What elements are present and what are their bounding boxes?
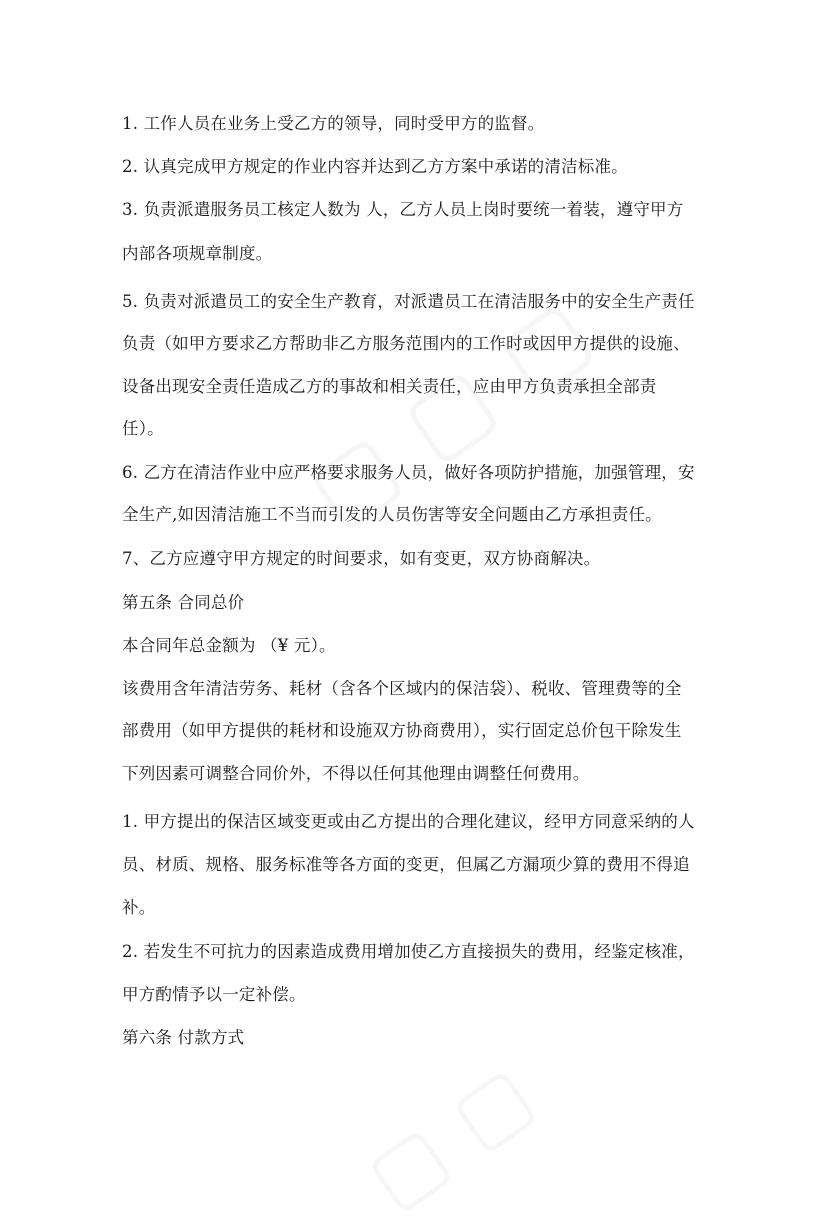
paragraph-line: 补。 bbox=[122, 898, 156, 917]
paragraph-line: 该费用含年清洁劳务、耗材（含各个区域内的保洁袋）、税收、管理费等的全 bbox=[122, 679, 682, 698]
paragraph-line: 5. 负责对派遣员工的安全生产教育，对派遣员工在清洁服务中的安全生产责任 bbox=[122, 292, 695, 311]
section-heading: 第五条 合同总价 bbox=[122, 593, 245, 612]
paragraph-line: 6. 乙方在清洁作业中应严格要求服务人员，做好各项防护措施，加强管理，安 bbox=[122, 463, 695, 482]
paragraph-line: 内部各项规章制度。 bbox=[122, 244, 273, 263]
paragraph-line: 下列因素可调整合同价外，不得以任何其他理由调整任何费用。 bbox=[122, 764, 590, 783]
section-heading: 第六条 付款方式 bbox=[122, 1028, 245, 1047]
paragraph-line: 全生产,如因清洁施工不当而引发的人员伤害等安全问题由乙方承担责任。 bbox=[122, 505, 662, 524]
watermark bbox=[350, 1047, 550, 1226]
paragraph-line: 1. 甲方提出的保洁区域变更或由乙方提出的合理化建议，经甲方同意采纳的人 bbox=[122, 812, 695, 831]
paragraph-line: 部费用（如甲方提供的耗材和设施双方协商费用），实行固定总价包干除发生 bbox=[122, 721, 682, 740]
paragraph-line: 2. 若发生不可抗力的因素造成费用增加使乙方直接损失的费用，经鉴定核准， bbox=[122, 942, 695, 961]
paragraph-line: 3. 负责派遣服务员工核定人数为 人，乙方人员上岗时要统一着装，遵守甲方 bbox=[122, 200, 684, 219]
paragraph-line: 本合同年总金额为 （¥ 元）。 bbox=[122, 636, 336, 655]
paragraph-line: 1. 工作人员在业务上受乙方的领导，同时受甲方的监督。 bbox=[122, 114, 545, 133]
paragraph-line: 2. 认真完成甲方规定的作业内容并达到乙方方案中承诺的清洁标准。 bbox=[122, 157, 628, 176]
paragraph-line: 负责（如甲方要求乙方帮助非乙方服务范围内的工作时或因甲方提供的设施、 bbox=[122, 334, 690, 353]
paragraph-line: 甲方酌情予以一定补偿。 bbox=[122, 985, 306, 1004]
paragraph-line: 员、材质、规格、服务标准等各方面的变更，但属乙方漏项少算的费用不得追 bbox=[122, 855, 690, 874]
paragraph-line: 7、乙方应遵守甲方规定的时间要求，如有变更，双方协商解决。 bbox=[122, 549, 601, 568]
paragraph-line: 设备出现安全责任造成乙方的事故和相关责任，应由甲方负责承担全部责 bbox=[122, 377, 657, 396]
paragraph-line: 任）。 bbox=[122, 419, 164, 438]
